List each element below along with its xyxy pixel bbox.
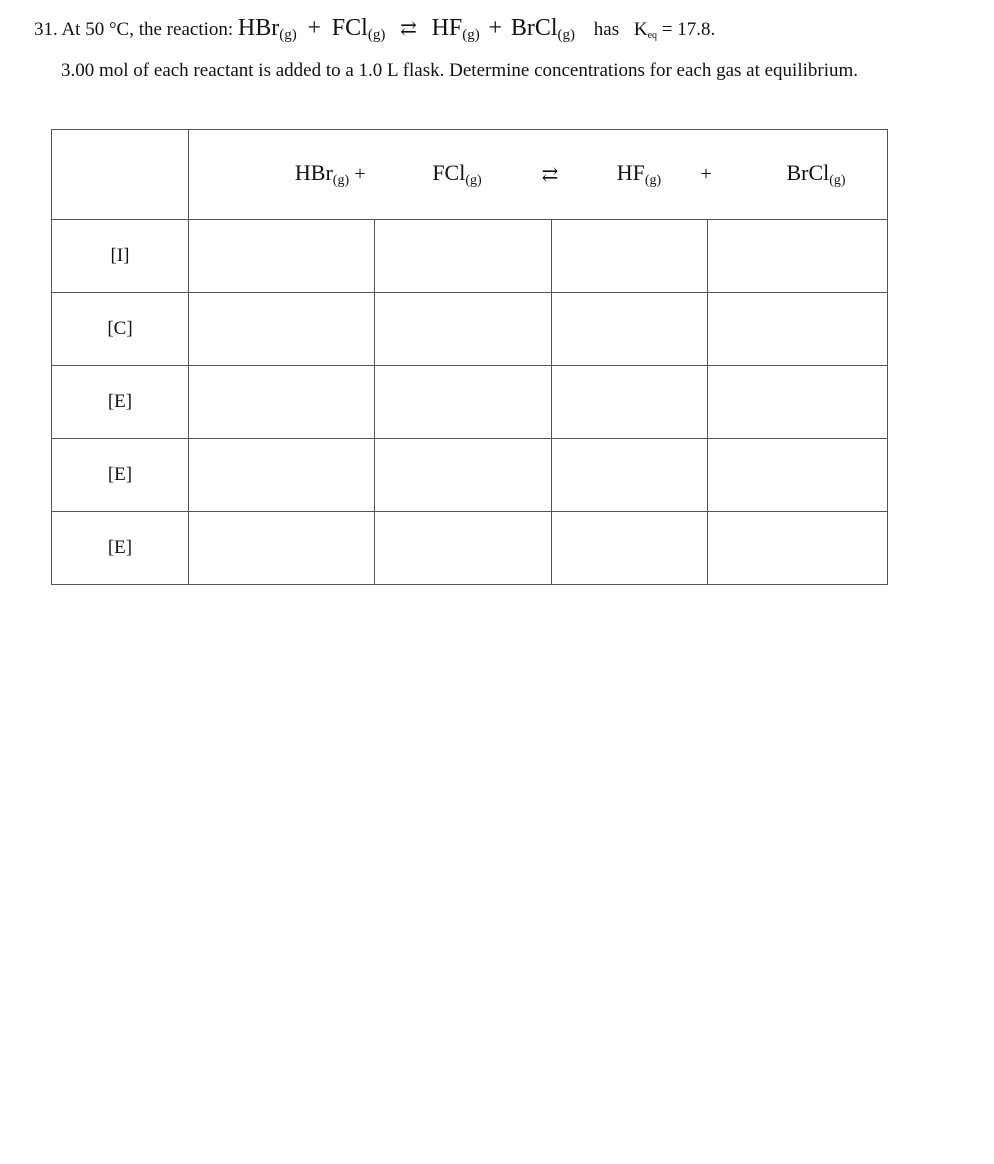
header-species-hbr: HBr(g) xyxy=(294,160,350,188)
product-hf: $HF_{(g)}$ xyxy=(431,15,480,43)
cell-hf[interactable] xyxy=(552,512,708,585)
table-header-row xyxy=(52,130,888,220)
table-row xyxy=(52,293,888,366)
header-species-hf: HF(g) xyxy=(616,160,662,188)
cell-brcl[interactable] xyxy=(708,366,888,439)
header-plus-2: + xyxy=(700,163,712,185)
equilibrium-constant: Keq = 17.8. xyxy=(633,19,716,41)
reactant-fcl: FCl$_{(g)}$ xyxy=(331,15,386,43)
header-corner-cell xyxy=(52,130,189,220)
plus-sign: + xyxy=(307,15,322,41)
problem-number: 31. xyxy=(34,19,58,40)
cell-hf[interactable] xyxy=(552,439,708,512)
header-equation-cell xyxy=(189,130,888,220)
table-row xyxy=(52,220,888,293)
has-text: has xyxy=(593,19,620,40)
header-species-brcl: BrCl(g) xyxy=(786,160,846,188)
plus-sign: + xyxy=(488,15,503,41)
problem-intro: At 50 °C, the reaction: xyxy=(61,19,234,40)
cell-hbr[interactable] xyxy=(189,220,375,293)
cell-hbr[interactable] xyxy=(189,439,375,512)
table-row xyxy=(52,439,888,512)
cell-hbr[interactable] xyxy=(189,512,375,585)
cell-hf[interactable] xyxy=(552,293,708,366)
row-label-equilibrium: [E] xyxy=(52,439,189,512)
cell-brcl[interactable] xyxy=(708,512,888,585)
cell-hbr[interactable] xyxy=(189,366,375,439)
cell-fcl[interactable] xyxy=(375,293,552,366)
cell-fcl[interactable] xyxy=(375,439,552,512)
ice-table xyxy=(51,129,887,583)
cell-hf[interactable] xyxy=(552,366,708,439)
header-plus-1: + xyxy=(354,163,366,185)
row-label-initial: [I] xyxy=(52,220,189,293)
reaction-line xyxy=(34,14,934,50)
header-equilibrium-arrow-icon: ⇄ xyxy=(541,164,559,186)
header-species-fcl: FCl(g) xyxy=(432,160,482,188)
cell-fcl[interactable] xyxy=(375,220,552,293)
equilibrium-arrow-icon: ⇄ xyxy=(400,18,417,40)
cell-brcl[interactable] xyxy=(708,439,888,512)
table-row xyxy=(52,366,888,439)
row-label-change: [C] xyxy=(52,293,189,366)
cell-brcl[interactable] xyxy=(708,220,888,293)
cell-hf[interactable] xyxy=(552,220,708,293)
row-label-equilibrium: [E] xyxy=(52,366,189,439)
row-label-equilibrium: [E] xyxy=(52,512,189,585)
table-row xyxy=(52,512,888,585)
header-equation xyxy=(189,130,887,219)
cell-brcl[interactable] xyxy=(708,293,888,366)
cell-fcl[interactable] xyxy=(375,366,552,439)
problem-info: 3.00 mol of each reactant is added to a 1.0 L flask. Determine concentrations for each gas at equilibrium. xyxy=(61,60,859,81)
product-brcl: BrCl$_{(g)}$ xyxy=(510,15,576,43)
cell-hbr[interactable] xyxy=(189,293,375,366)
cell-fcl[interactable] xyxy=(375,512,552,585)
problem-statement xyxy=(34,14,934,50)
reactant-hbr: HBr$_{(g)}$ xyxy=(237,15,297,43)
